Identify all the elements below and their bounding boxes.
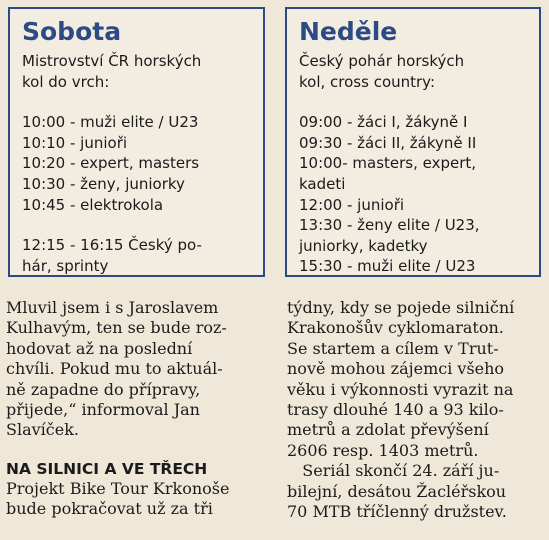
article-text-line: Kulhavým, ten se bude roz- — [6, 318, 227, 338]
sunday-title: Neděle — [299, 17, 398, 46]
article-text-line: chvíli. Pokud mu to aktuál- — [6, 359, 223, 379]
article-paragraph-left — [6, 298, 268, 441]
article-text-line: Projekt Bike Tour Krkonoše — [6, 478, 230, 498]
schedule-line: juniorky, kadetky — [299, 236, 428, 255]
schedule-line — [299, 92, 529, 112]
schedule-line: 13:30 - ženy elite / U23, — [299, 216, 480, 235]
saturday-schedule-box — [8, 7, 265, 277]
article-text-line: týdny, kdy se pojede silniční — [287, 298, 515, 317]
schedule-line — [22, 215, 253, 235]
article-text-line: bude pokračovat už za tři — [6, 499, 213, 519]
article-text-line: Se startem a cílem v Trut- — [287, 338, 499, 358]
schedule-line: kol, cross country: — [299, 72, 436, 91]
schedule-line: 10:30 - ženy, juniorky — [22, 174, 185, 193]
sunday-schedule-box — [285, 7, 541, 277]
saturday-title: Sobota — [22, 17, 122, 46]
schedule-line: Mistrovství ČR horských — [22, 52, 202, 70]
schedule-line: 15:30 - muži elite / U23 — [299, 257, 476, 276]
article-text-line: hodovat až na poslední — [6, 338, 193, 358]
schedule-line: 12:00 - junioři — [299, 195, 405, 214]
article-text-line: bilejní, desátou Žacléřskou — [287, 481, 507, 501]
saturday-schedule-list — [22, 51, 253, 276]
schedule-line: 10:45 - elektrokola — [22, 195, 164, 214]
article-text-line: Slavíček. — [6, 420, 79, 440]
article-paragraph-left-2 — [6, 479, 268, 520]
article-paragraph-right — [287, 298, 545, 522]
article-column-left — [6, 298, 268, 520]
schedule-line: 09:00 - žáci I, žákyně I — [299, 113, 468, 132]
article-text-line: Krakonošův cyklomaraton. — [287, 318, 504, 338]
schedule-line: 10:00 - muži elite / U23 — [22, 113, 199, 132]
article-text-line: věku i výkonnosti vyrazit na — [287, 379, 514, 399]
article-text-line: trasy dlouhé 140 a 93 kilo- — [287, 400, 504, 420]
schedule-line — [22, 92, 253, 112]
schedule-line: 09:30 - žáci II, žákyně II — [299, 133, 477, 152]
article-text-line: metrů a zdolat převýšení — [287, 420, 489, 440]
schedule-line: Český pohár horských — [299, 52, 465, 70]
article-column-right — [287, 298, 545, 522]
schedule-line: 10:20 - expert, masters — [22, 154, 200, 173]
article-text-line: ně zapadne do přípravy, — [6, 379, 201, 399]
schedule-line: kadeti — [299, 174, 346, 193]
article-text-line: nově mohou zájemci všeho — [287, 359, 505, 379]
schedule-line: 10:00- masters, expert, — [299, 154, 477, 173]
schedule-line: hár, sprinty — [22, 256, 109, 275]
schedule-line: 10:10 - junioři — [22, 133, 128, 152]
article-text-line: přijede,“ informoval Jan — [6, 400, 200, 420]
article-text-line: 70 MTB tříčlenný družstev. — [287, 502, 507, 522]
article-text-line: Mluvil jsem i s Jaroslavem — [6, 298, 219, 317]
article-subheading: NA SILNICI A VE TŘECH — [6, 459, 208, 478]
article-text-line: Seriál skončí 24. září ju- — [287, 461, 500, 481]
schedule-line: 12:15 - 16:15 Český po- — [22, 236, 202, 255]
article-text-line: 2606 resp. 1403 metrů. — [287, 440, 479, 460]
sunday-schedule-list — [299, 51, 529, 277]
schedule-line: kol do vrch: — [22, 72, 110, 91]
